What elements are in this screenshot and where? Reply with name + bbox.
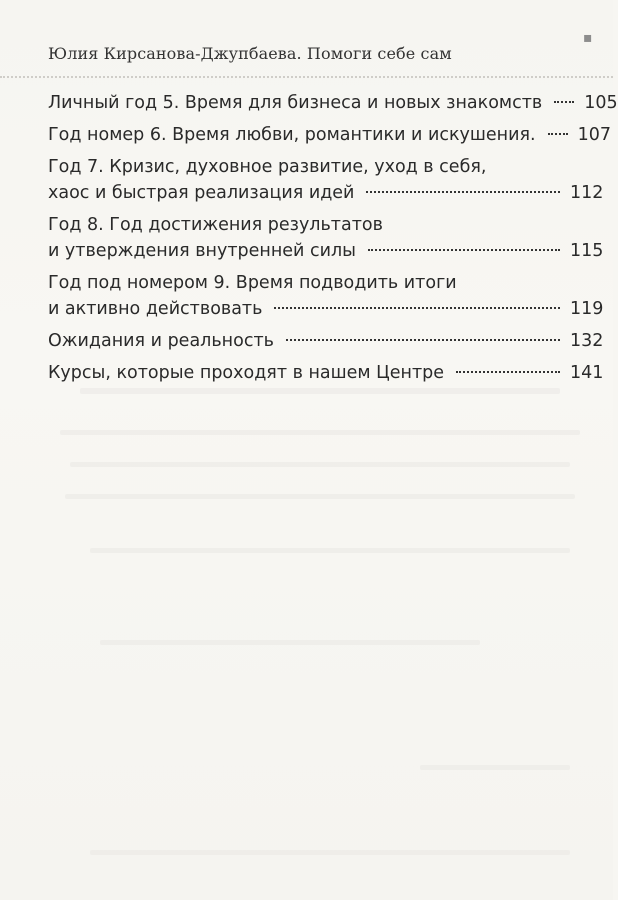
toc-entry (48, 360, 604, 386)
corner-mark: ▪ (583, 30, 593, 46)
toc-entry (48, 154, 604, 206)
dot-leader (456, 371, 560, 373)
show-through-line (420, 765, 570, 770)
show-through-line (70, 462, 570, 467)
toc-page-number: 115 (570, 241, 604, 261)
dot-leader (286, 339, 560, 341)
toc-page-number: 112 (570, 183, 604, 203)
show-through-line (100, 640, 480, 645)
toc-entry (48, 328, 604, 354)
header-divider (0, 76, 613, 78)
toc-entry-title: Ожидания и реальность (48, 331, 274, 351)
toc-entry-title-continued: хаос и быстрая реализация идей (48, 183, 355, 203)
toc-entry-title: Год номер 6. Время любви, романтики и искушения. (48, 125, 536, 145)
show-through-line (60, 430, 580, 435)
toc-entry-title: Личный год 5. Время для бизнеса и новых знакомств (48, 93, 543, 113)
toc-entry-title: Год под номером 9. Время подводить итоги (48, 273, 457, 293)
dot-leader (366, 191, 560, 193)
toc-page-number: 107 (577, 125, 611, 145)
dot-leader (554, 101, 574, 103)
toc-entry (48, 270, 604, 322)
dot-leader (274, 307, 560, 309)
toc-page-number: 105 (584, 93, 618, 113)
toc-entry (48, 212, 604, 264)
toc-entry-title: Курсы, которые проходят в нашем Центре (48, 363, 445, 383)
toc-entry-title: Год 7. Кризис, духовное развитие, уход в себя, (48, 157, 487, 177)
toc-entry-title: Год 8. Год достижения результатов (48, 215, 383, 235)
toc-entry (48, 122, 611, 148)
toc-entry-title-continued: и активно действовать (48, 299, 263, 319)
toc-entry-title-continued: и утверждения внутренней силы (48, 241, 356, 261)
table-of-contents (48, 90, 618, 392)
show-through-line (90, 850, 570, 855)
show-through-line (65, 494, 575, 499)
toc-page-number: 141 (570, 363, 604, 383)
dot-leader (368, 249, 560, 251)
dot-leader (548, 133, 568, 135)
toc-page-number: 119 (570, 299, 604, 319)
running-header: Юлия Кирсанова-Джупбаева. Помоги себе сам (48, 44, 452, 63)
toc-entry (48, 90, 618, 116)
show-through-line (90, 548, 570, 553)
toc-page-number: 132 (570, 331, 604, 351)
